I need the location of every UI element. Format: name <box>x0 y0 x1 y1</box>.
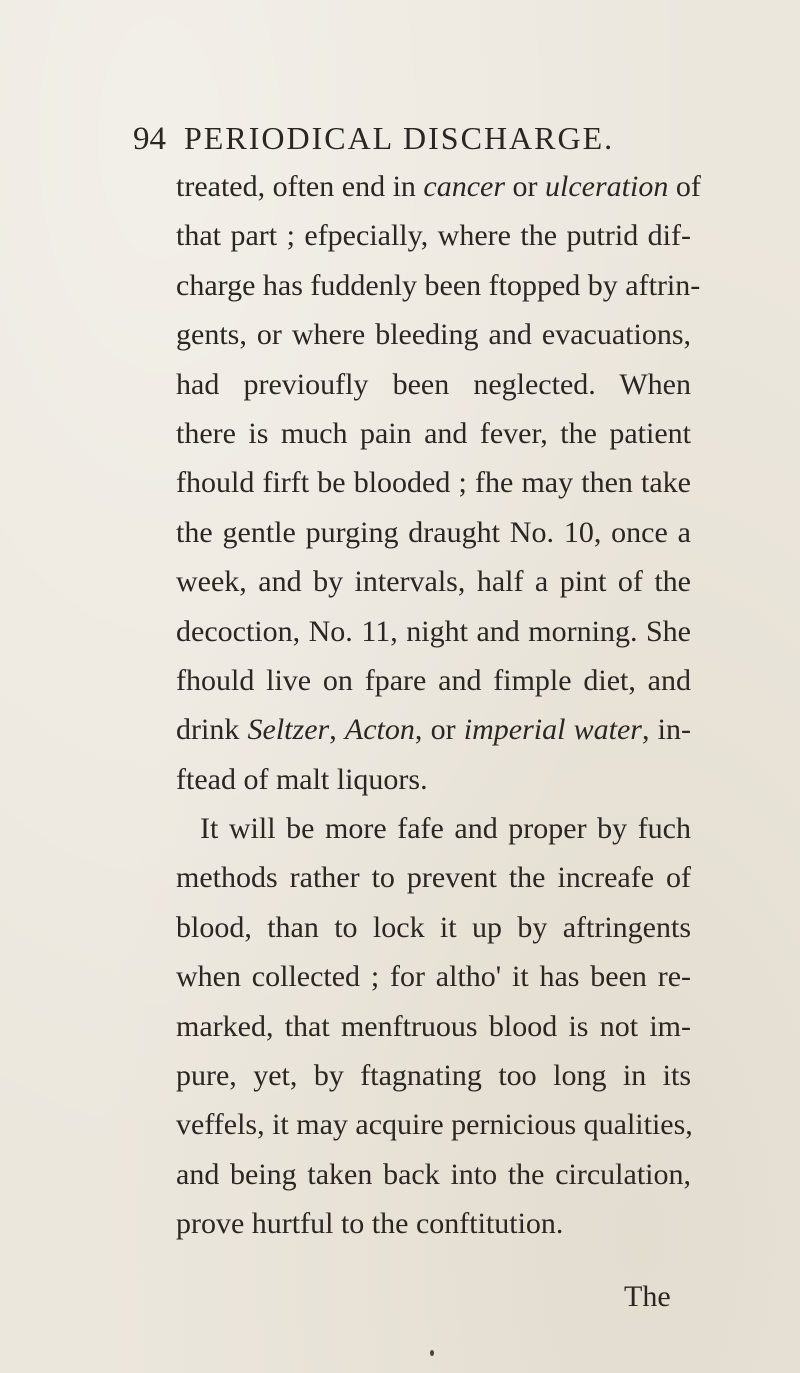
text-line: marked, that menftruous blood is not im- <box>176 1009 691 1043</box>
text-line: blood, than to lock it up by aftringents <box>176 910 691 944</box>
text-line: treated, often end in cancer or ulceration of <box>176 170 701 203</box>
text-line: when collected ; for altho' it has been re- <box>176 960 691 994</box>
ink-speck <box>430 1350 434 1356</box>
text-line: pure, yet, by ftagnating too long in its <box>176 1059 691 1093</box>
running-head <box>133 120 693 160</box>
catchword: The <box>624 1280 671 1313</box>
text-line: that part ; efpecially, where the putrid dif- <box>176 219 691 253</box>
text-line: and being taken back into the circulation, <box>176 1157 691 1191</box>
text-line: fhould live on fpare and fimple diet, and <box>176 663 691 697</box>
running-title: PERIODICAL DISCHARGE. <box>184 120 615 156</box>
text-line: fhould firft be blooded ; fhe may then take <box>176 466 691 500</box>
text-line: had previoufly been neglected. When <box>176 367 691 401</box>
text-line: veffels, it may acquire pernicious qualities, <box>176 1108 693 1142</box>
text-line: ftead of malt liquors. <box>176 762 428 796</box>
text-line: It will be more fafe and proper by fuch <box>200 812 691 846</box>
text-line: methods rather to prevent the increafe of <box>176 861 691 895</box>
text-line: charge has fuddenly been ftopped by aftrin- <box>176 268 701 302</box>
text-line: the gentle purging draught No. 10, once a <box>176 515 691 549</box>
text-line: decoction, No. 11, night and morning. She <box>176 614 691 648</box>
text-line: gents, or where bleeding and evacuations, <box>176 318 691 352</box>
body-text <box>176 162 701 1249</box>
page-number: 94 <box>133 121 166 157</box>
text-line: prove hurtful to the conftitution. <box>176 1207 564 1241</box>
text-line: week, and by intervals, half a pint of the <box>176 565 691 599</box>
text-line: there is much pain and fever, the patient <box>176 416 691 450</box>
text-line: drink Seltzer, Acton, or imperial water, in- <box>176 713 692 747</box>
